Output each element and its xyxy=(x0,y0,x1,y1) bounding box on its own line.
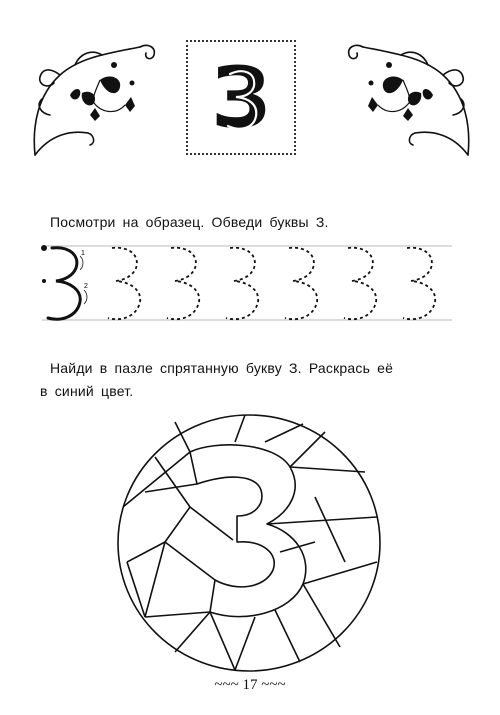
puzzle-circle xyxy=(115,412,385,674)
trace-letter-dashed xyxy=(167,248,199,319)
task2-instruction-line2: в синий цвет. xyxy=(40,383,134,399)
puzzle-line xyxy=(290,467,365,472)
puzzle-line xyxy=(303,562,377,584)
puzzle-line xyxy=(265,424,303,442)
puzzle-line xyxy=(303,584,340,647)
trace-letter-dashed xyxy=(285,248,317,319)
puzzle-line xyxy=(145,484,197,492)
trace-letter-dashed xyxy=(403,248,435,319)
page-footer xyxy=(0,677,500,694)
puzzle-line xyxy=(235,415,245,442)
puzzle-line xyxy=(175,422,190,452)
footer-wave-right: ~~~ xyxy=(261,677,286,693)
sample-letter: З xyxy=(211,48,271,147)
puzzle-line xyxy=(175,612,210,652)
footer-wave-left: ~~~ xyxy=(214,677,239,693)
puzzle-line xyxy=(210,612,235,670)
puzzle-line xyxy=(275,610,300,662)
puzzle-line xyxy=(235,617,255,670)
task1-instruction: Посмотри на образец. Обведи буквы З. xyxy=(50,214,329,230)
trace-letter-dashed xyxy=(108,248,140,319)
puzzle-line xyxy=(190,507,233,540)
corner-ornament-left xyxy=(30,35,165,160)
trace-letter-dashed xyxy=(344,248,376,319)
tracing-row xyxy=(0,236,500,331)
corner-ornament-right xyxy=(338,35,473,160)
puzzle-line xyxy=(165,542,215,580)
puzzle-line xyxy=(290,432,325,467)
puzzle-line xyxy=(145,542,165,617)
trace-letter-dashed xyxy=(226,248,258,319)
puzzle-line xyxy=(315,497,345,562)
page-number: 17 xyxy=(242,677,258,693)
sample-letter-box xyxy=(186,40,296,155)
stroke-number-1: 1 xyxy=(81,250,85,257)
puzzle-hidden-letter xyxy=(190,445,306,617)
puzzle-line xyxy=(127,457,190,562)
puzzle-line xyxy=(267,517,377,524)
puzzle-line xyxy=(145,612,210,617)
task2-instruction-line1: Найди в пазле спрятанную букву З. Раскрась её xyxy=(50,360,394,376)
sample-letter-inner-line xyxy=(188,42,294,153)
stroke-number-2: 2 xyxy=(84,283,88,290)
